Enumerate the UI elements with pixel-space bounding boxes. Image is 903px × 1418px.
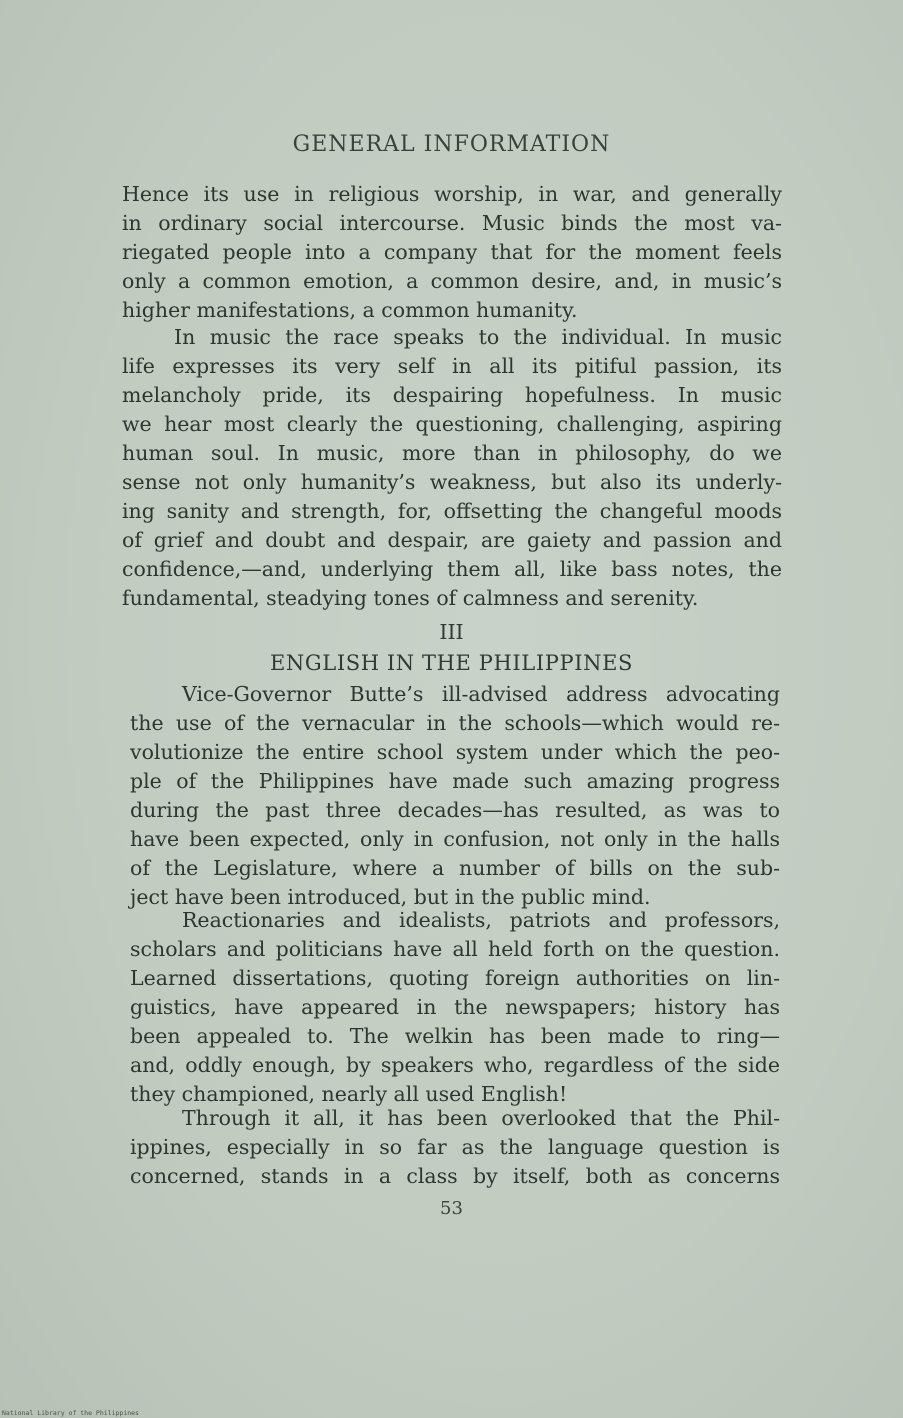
- text-line: Through it all, it has been overlooked that the Phil-: [182, 1106, 780, 1130]
- text-line: ject have been introduced, but in the public mind.: [130, 885, 651, 909]
- text-line: riegated people into a company that for the moment feels: [122, 240, 782, 264]
- text-line: guistics, have appeared in the newspapers; history has: [130, 995, 780, 1019]
- footer-credit: National Library of the Philippines: [2, 1409, 139, 1417]
- text-line: we hear most clearly the questioning, challenging, aspiring: [122, 412, 782, 436]
- text-line: of the Legislature, where a number of bills on the sub-: [130, 856, 780, 880]
- text-line: the use of the vernacular in the schools—which would re-: [130, 711, 780, 735]
- text-line: life expresses its very self in all its pitiful passion, its: [122, 354, 782, 378]
- paragraph: [130, 680, 780, 912]
- text-line: and, oddly enough, by speakers who, regardless of the side: [130, 1053, 780, 1077]
- text-line: confidence,—and, underlying them all, like bass notes, the: [122, 557, 782, 581]
- text-line: Learned dissertations, quoting foreign authorities on lin-: [130, 966, 780, 990]
- text-line: Hence its use in religious worship, in war, and generally: [122, 182, 782, 206]
- paragraph: [130, 906, 780, 1109]
- text-line: Reactionaries and idealists, patriots and professors,: [182, 908, 780, 932]
- text-line: sense not only humanity’s weakness, but also its underly-: [122, 470, 782, 494]
- text-line: human soul. In music, more than in philosophy, do we: [122, 441, 782, 465]
- text-line: have been expected, only in confusion, not only in the halls: [130, 827, 780, 851]
- section-number: III: [439, 620, 464, 644]
- text-line: ple of the Philippines have made such amazing progress: [130, 769, 780, 793]
- text-line: ippines, especially in so far as the language question is: [130, 1135, 780, 1159]
- text-line: melancholy pride, its despairing hopefulness. In music: [122, 383, 782, 407]
- text-line: they championed, nearly all used English!: [130, 1082, 568, 1106]
- text-line: during the past three decades—has resulted, as was to: [130, 798, 780, 822]
- paragraph: [122, 323, 782, 613]
- paragraph: [122, 180, 782, 325]
- paragraph: [130, 1104, 780, 1191]
- running-head: GENERAL INFORMATION: [292, 132, 611, 157]
- text-line: volutionize the entire school system under which the peo-: [130, 740, 780, 764]
- text-line: scholars and politicians have all held forth on the question.: [130, 937, 780, 961]
- text-line: In music the race speaks to the individual. In music: [174, 325, 782, 349]
- text-line: higher manifestations, a common humanity.: [122, 298, 578, 322]
- text-line: in ordinary social intercourse. Music binds the most va-: [122, 211, 782, 235]
- text-line: ing sanity and strength, for, offsetting the changeful moods: [122, 499, 782, 523]
- page-number: 53: [440, 1198, 463, 1219]
- text-line: Vice-Governor Butte’s ill-advised address advocating: [182, 682, 780, 706]
- text-line: fundamental, steadying tones of calmness and serenity.: [122, 586, 699, 610]
- text-line: concerned, stands in a class by itself, both as concerns: [130, 1164, 780, 1188]
- section-title: ENGLISH IN THE PHILIPPINES: [270, 651, 633, 675]
- text-line: been appealed to. The welkin has been made to ring—: [130, 1024, 780, 1048]
- text-line: of grief and doubt and despair, are gaiety and passion and: [122, 528, 782, 552]
- text-line: only a common emotion, a common desire, and, in music’s: [122, 269, 782, 293]
